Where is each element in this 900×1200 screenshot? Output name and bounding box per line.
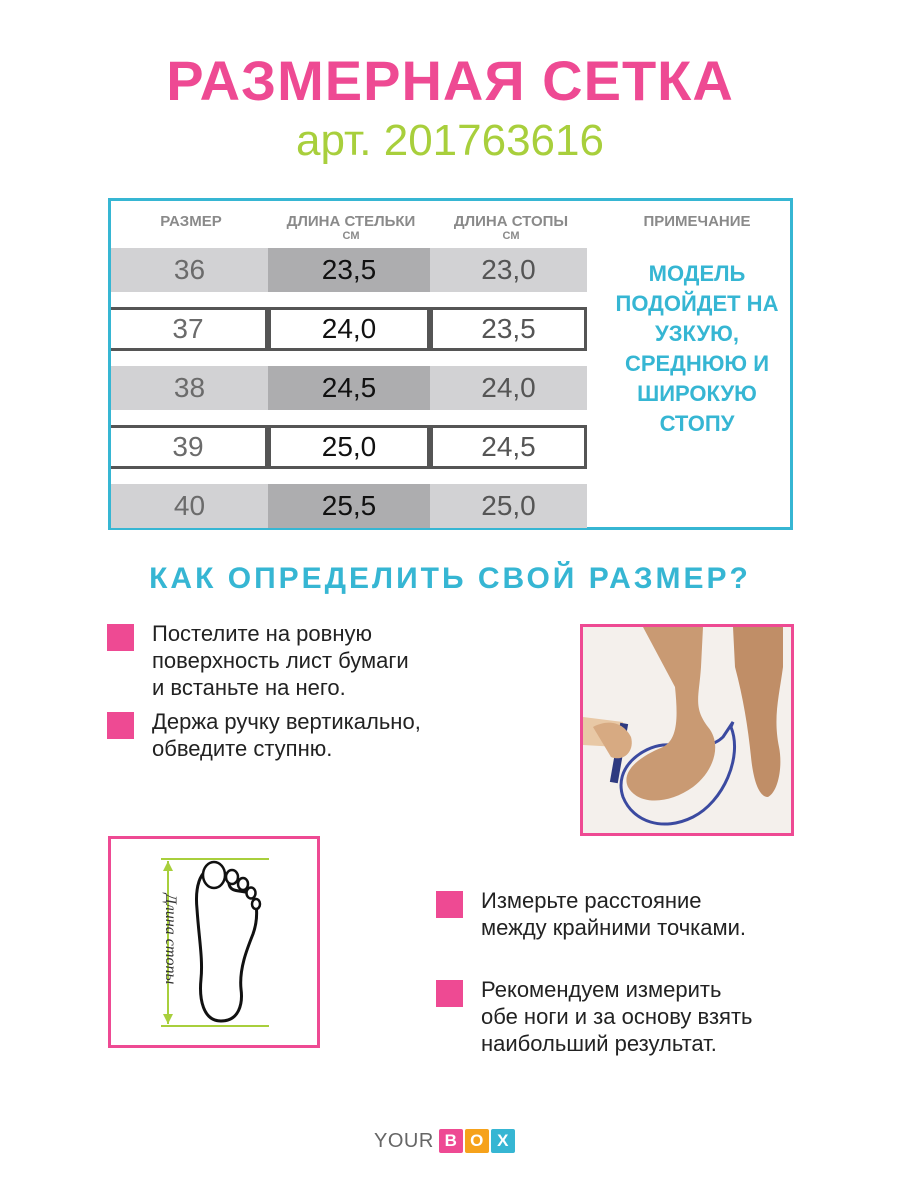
column-header-size-label: РАЗМЕР	[160, 213, 222, 230]
feet-illustration	[583, 627, 791, 833]
logo-word: YOUR	[374, 1129, 434, 1152]
size-cell: 40	[111, 484, 268, 528]
insole-length-cell: 24,5	[268, 366, 430, 410]
howto-heading: КАК ОПРЕДЕЛИТЬ СВОЙ РАЗМЕР?	[149, 562, 751, 595]
foot-length-cell: 23,5	[430, 307, 587, 351]
column-header-note	[607, 215, 787, 229]
step-text: Рекомендуем измерить обе ноги и за основу взять наибольший результат.	[481, 977, 753, 1056]
brand-logo	[374, 1128, 515, 1154]
column-header-foot-label: ДЛИНА СТОПЫ	[453, 213, 569, 230]
fit-note: МОДЕЛЬ ПОДОЙДЕТ НА УЗКУЮ, СРЕДНЮЮ И ШИРОКУЮ СТОПУ	[615, 261, 779, 436]
column-header-insole-label: ДЛИНА СТЕЛЬКИ	[286, 213, 416, 230]
insole-length-cell: 25,0	[268, 425, 430, 469]
tracing-foot-photo	[580, 624, 794, 836]
size-table	[108, 198, 793, 530]
column-header-size	[131, 215, 251, 229]
size-cell: 36	[111, 248, 268, 292]
column-header-note-label: ПРИМЕЧАНИЕ	[643, 213, 751, 230]
insole-length-cell: 24,0	[268, 307, 430, 351]
size-cell: 39	[111, 425, 268, 469]
foot-length-cell: 23,0	[430, 248, 587, 292]
foot-length-cell: 25,0	[430, 484, 587, 528]
foot-outline-icon	[111, 839, 317, 1045]
step-text: Измерьте расстояние между крайними точками.	[481, 888, 747, 940]
logo-letter-o: O	[465, 1129, 489, 1153]
bullet-square	[107, 624, 134, 651]
table-row	[111, 484, 587, 528]
column-header-foot-unit: СМ	[502, 230, 520, 242]
step-text: Держа ручку вертикально, обведите ступню.	[152, 709, 421, 761]
bullet-square	[436, 980, 463, 1007]
size-cell: 37	[111, 307, 268, 351]
foot-length-diagram	[108, 836, 320, 1048]
article-number: арт. 201763616	[296, 116, 604, 165]
table-row	[111, 425, 587, 469]
foot-length-cell: 24,0	[430, 366, 587, 410]
step-text: Постелите на ровную поверхность лист бумаги и встаньте на него.	[152, 621, 409, 700]
insole-length-cell: 25,5	[268, 484, 430, 528]
size-cell: 38	[111, 366, 268, 410]
logo-letter-b: B	[439, 1129, 463, 1153]
insole-length-cell: 23,5	[268, 248, 430, 292]
table-row	[111, 366, 587, 410]
column-header-insole	[271, 215, 431, 243]
column-header-insole-unit: СМ	[342, 230, 360, 242]
foot-length-label: Длина стопы	[162, 893, 179, 985]
table-row	[111, 248, 587, 292]
logo-letter-x: X	[491, 1129, 515, 1153]
page-title: РАЗМЕРНАЯ СЕТКА	[166, 49, 734, 112]
bullet-square	[107, 712, 134, 739]
column-header-foot	[431, 215, 591, 243]
foot-length-cell: 24,5	[430, 425, 587, 469]
table-row	[111, 307, 587, 351]
bullet-square	[436, 891, 463, 918]
